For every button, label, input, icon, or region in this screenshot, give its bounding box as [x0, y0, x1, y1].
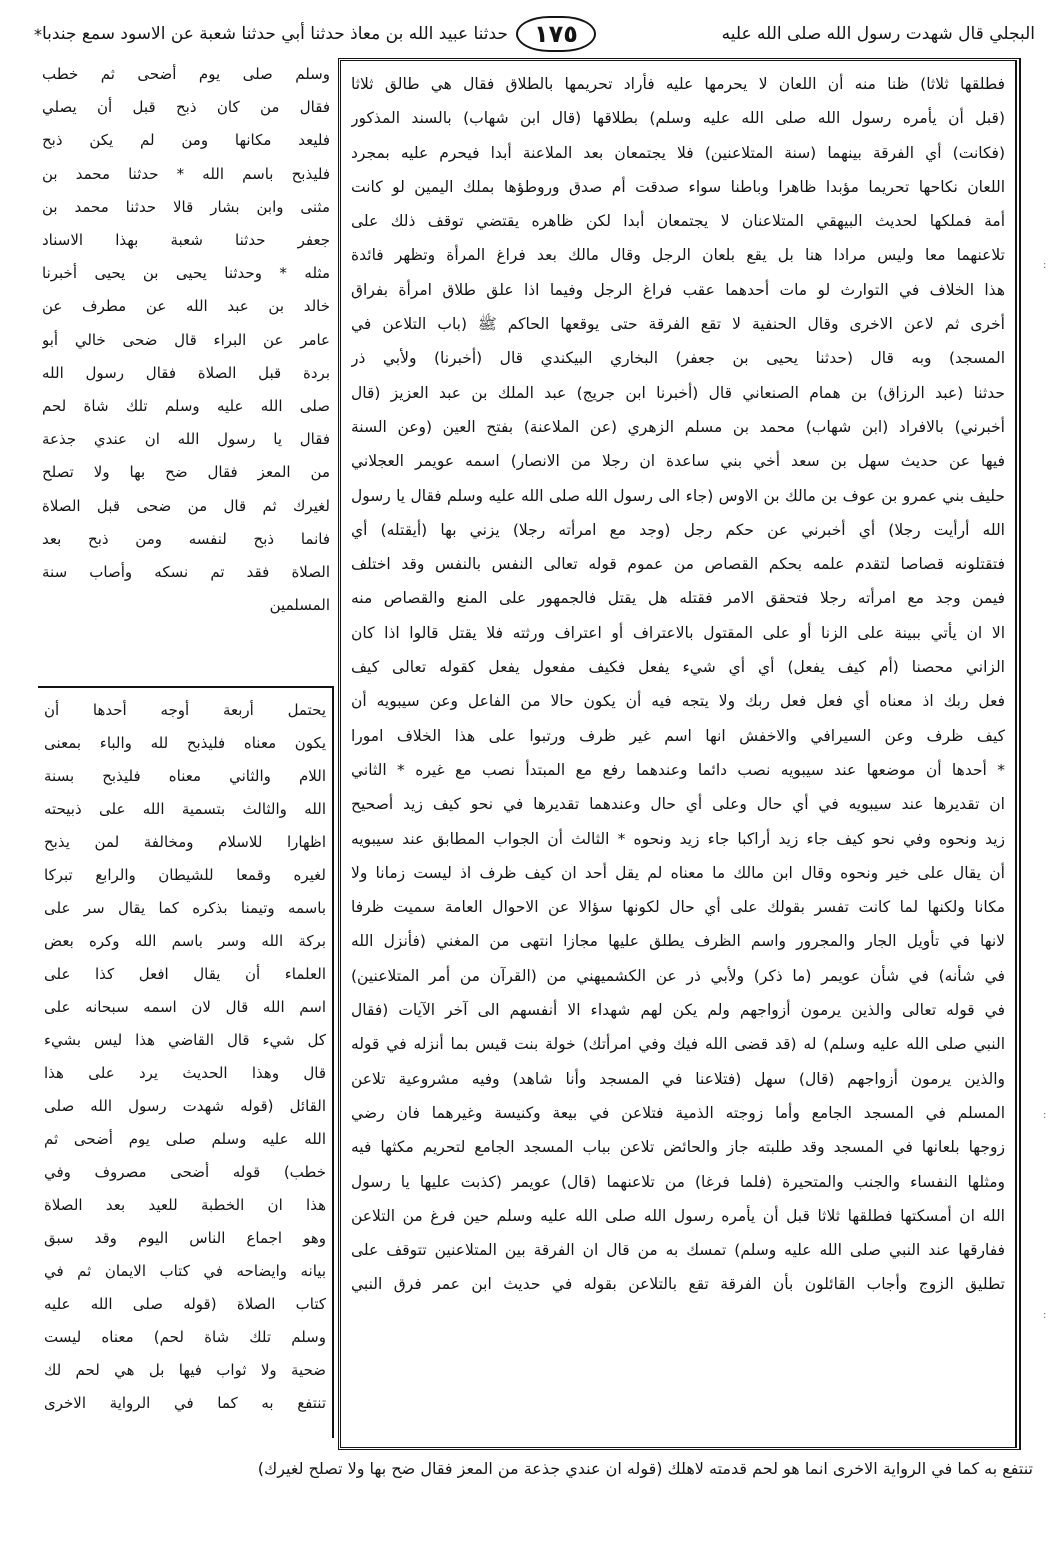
text-line: قال وهذا الحديث يرد على هذا [44, 1064, 326, 1082]
text-line: القائل (قوله شهدت رسول الله صلى [44, 1097, 326, 1115]
text-line: والذين يرمون أزواجهم (قال) سهل (فتلاعنا في المسجد وأنا شاهد) وفيه مشروعية تلاعن [351, 1069, 1005, 1088]
qastallani-commentary-box [338, 58, 1021, 1450]
text-line: هذا الخلاف في التوارث لو مات أحدهما عقب فراغ الرجل وفيما اذا علق طلاق امرأة بفراق [351, 280, 1005, 299]
text-line: بيانه وايضاحه في كتاب الايمان ثم في [44, 1262, 326, 1280]
text-line: فتقتلونه قصاصا لتقدم علمه بحكم القصاص من عموم قوله تعالى النفس بالنفس وقد اختلف [351, 555, 1005, 574]
text-line: بركة الله وسر باسم الله وكره بعض [44, 932, 326, 950]
text-line: الزاني محصنا (أم كيف يفعل) أي أي شيء يفعل فكيف مفعول يفعل كقوله تعالى كيف [351, 658, 1005, 677]
header-star: * [34, 24, 42, 44]
text-line: لانها في تأويل الجار والمجرور واسم الظرف يطلق عليها مجازا انتهى من المغني (فأنزل الله [351, 932, 1005, 951]
text-line: فليذبح باسم الله * حدثنا محمد بن [42, 164, 330, 183]
text-line: فقال من كان ذبح قبل أن يصلي [42, 98, 330, 117]
text-line: كتاب الصلاة (قوله صلى الله عليه [44, 1295, 326, 1313]
text-line: يحتمل أربعة أوجه أحدها أن [44, 701, 326, 719]
commentary-text [351, 67, 1005, 1302]
text-line: لغيره وقمعا للشيطان والرابع تبركا [44, 866, 326, 884]
text-line: الا ان يأتي ببينة على الزنا أو على المقتول بالاعتراف أو اعتراف ورثته فلا يقتل قالوا اذا كان [351, 623, 1005, 642]
text-line: يكون معناه فليذبح لله والباء بمعنى [44, 734, 326, 752]
text-line: خطب) قوله أضحى مصروف وفي [44, 1163, 326, 1181]
text-line: تنتفع به كما في الرواية الاخرى [44, 1394, 326, 1412]
text-line: ففارقها عند النبي صلى الله عليه وسلم) تمسك به من قال ان الفرقة بين المتلاعنين تتوقف على [351, 1241, 1005, 1260]
text-line: بردة قبل الصلاة فقال رسول الله [42, 363, 330, 382]
text-line: حليف بني عمرو بن عوف بن مالك بن الاوس (جاء الى رسول الله صلى الله عليه وسلم فقال يا رسول [351, 486, 1005, 505]
text-line: العلماء أن يقال افعل كذا على [44, 965, 326, 983]
text-line: مثله * وحدثنا يحيى بن يحيى أخبرنا [42, 264, 330, 283]
hadith-text-column [42, 58, 330, 682]
text-line: تلاعنهما معا وليس مرادا هنا بل يقع بلعان الرجل وقال مالك بعد فراغ المرأة وتظهر فائدة [351, 246, 1005, 265]
text-line: حدثنا (عبد الرزاق) بن همام الصنعاني قال (أخبرنا ابن جريج) عبد الملك بن عبد العزيز (قال [351, 383, 1005, 402]
text-line: فعل ربك اذ معناه أي فعل فعل ربك ولا يتجه فيه أن يكون حالا من الفاعل وعن سيبويه أن [351, 692, 1005, 711]
text-line: جعفر حدثنا شعبة بهذا الاسناد [42, 231, 330, 250]
text-line: * أحدها أن موضعها عند سيبويه نصب دائما وعندهما رفع مع المبتدأ نصب مع غيره * الثاني [351, 760, 1005, 779]
text-line: كل شيء قال القاضي هذا ليس بشيء [44, 1031, 326, 1049]
text-line: اظهارا للاسلام ومخالفة لمن يذبح [44, 833, 326, 851]
text-line: ومثلها النفساء والجنب والمتحيرة (فلما فرغا) من تلاعنهما (قال) عويمر (كذبت عليها يا رسول [351, 1172, 1005, 1191]
text-line: صلى الله عليه وسلم تلك شاة لحم [42, 397, 330, 416]
text-line: من المعز فقال ضح بها ولا تصلح [42, 463, 330, 482]
text-line: المسجد) وبه قال (حدثنا يحيى بن جعفر) البخاري البيكندي قال (أخبرنا) ولأبي ذر [351, 349, 1005, 368]
text-line: الصلاة فقد تم نسكه وأصاب سنة [42, 563, 330, 582]
text-line: فانما ذبح لنفسه ومن ذبح بعد [42, 529, 330, 548]
margin-mark: : [1043, 1310, 1047, 1321]
text-line: خالد بن عبد الله عن مطرف عن [42, 297, 330, 316]
margin-mark: : [1043, 1110, 1047, 1121]
text-line: وسلم صلى يوم أضحى ثم خطب [42, 65, 330, 83]
text-line: النبي صلى الله عليه وسلم) له (قد قضى الله فيك وفي امرأتك) خولة بنت قيس بما أنزله في قوله [351, 1035, 1005, 1054]
text-line: فيها عن حديث سهل بن سعد أخي بني ساعدة ان رجلا من الانصار) اسمه عويمر العجلاني [351, 452, 1005, 471]
nawawi-commentary-box [38, 686, 334, 1438]
text-line: باسمه وتيمنا بذكره كما يقال سر على [44, 899, 326, 917]
text-line: الله أرأيت رجلا) أي أخبرني عن حكم رجل (وجد مع امرأته رجلا) يزني بها (أيقتله) أي [351, 520, 1005, 539]
margin-mark: : [1043, 260, 1047, 271]
text-line: أن يقال على خير ونحوه وقال ابن مالك ما معناه لم يقل أحد ان كيف ظرف اذ ليست زمانا ولا [351, 863, 1005, 882]
text-line: اللعان نكاحها تحريما مؤبدا ظاهرا وباطنا سواء صدقت أم صدق وروطؤها بملك اليمين لو كانت [351, 177, 1005, 196]
continuation-line: تنتفع به كما في الرواية الاخرى انما هو لحم قدمته لاهلك (قوله ان عندي جذعة من المعز فقال ضح بها ولا تصلح لغيرك) [257, 1459, 1033, 1478]
text-line: هذا ان الخطبة للعيد بعد الصلاة [44, 1196, 326, 1214]
text-line: في قوله تعالى والذين يرمون أزواجهم ولم يكن لهم شهداء الا أنفسهم الى آخر الآيات (فقال [351, 1001, 1005, 1020]
header-right-text: حدثنا عبيد الله بن معاذ حدثنا أبي حدثنا شعبة عن الاسود سمع جندبا [42, 24, 508, 44]
text-line: مكانا ولكنها لما كانت تفسر بقولك على أي حال لكونها سؤالا عن الاحوال العامة سميت ظرفا [351, 898, 1005, 917]
text-line: مثنى وابن بشار قالا حدثنا محمد بن [42, 197, 330, 216]
text-line: زوجها بلعانها في المسجد وقد طلبته جاز والحائض تلاعن بباب المسجد الجامع لتحريم مكثها فيه [351, 1138, 1005, 1157]
text-line: أمة فملكها لحديث البيهقي المتلاعنان لا يجتمعان أبدا لكن ظاهره يقتضي توقف ذلك على [351, 212, 1005, 231]
text-line: اسم الله قال لان اسمه سبحانه على [44, 998, 326, 1016]
text-line: الله والثالث بتسمية الله على ذبيحته [44, 800, 326, 818]
text-line: المسلم في المسجد الجامع وأما زوجته الذمية فتلاعن في بيعة وكنيسة وغيرهما فان رضي [351, 1103, 1005, 1122]
text-line: فيمن وجد مع امرأته رجلا فتحقق الامر فقتله هل يقتل فالجمهور على المنع والقصاص منه [351, 589, 1005, 608]
page-number: ١٧٥ [516, 16, 596, 52]
text-line: أخبرني) بالافراد (ابن شهاب) محمد بن مسلم الزهري (عن الملاعنة) بفتح العين (وعن السنة [351, 417, 1005, 436]
text-line: ضحية ولا ثواب فيها بل هي لحم لك [44, 1361, 326, 1379]
text-line: عامر عن البراء قال ضحى خالي أبو [42, 330, 330, 349]
text-line: كيف ظرف وعن السيرافي والاخفش انها اسم غير ظرف ورتبوا على هذا الخلاف امورا [351, 726, 1005, 745]
text-line: أخرى ثم لاعن الاخرى وقال الحنفية لا تقع الفرقة حتى يوقعها الحاكم ﷺ (باب التلاعن في [351, 315, 1005, 334]
page-header [28, 14, 1035, 54]
text-line: زيد ونحوه وفي نحو كيف جاء زيد أراكبا جاء زيد ونحوه * الثالث أن الجواب المطابق عند سيبويه [351, 829, 1005, 848]
text-line: الله عليه وسلم صلى يوم أضحى ثم [44, 1130, 326, 1148]
text-line: (قبل أن يأمره رسول الله صلى الله عليه وسلم) بطلاقها (قال ابن شهاب) بالسند المذكور [351, 109, 1005, 128]
text-line: فقال يا رسول الله ان عندي جذعة [42, 430, 330, 449]
text-line: المسلمين [269, 596, 330, 615]
text-line: في شأنه) في شأن عويمر (ما ذكر) ولأبي ذر عن الكشميهني من (القرآن من أمر المتلاعنين) [351, 966, 1005, 985]
text-line: وسلم تلك شاة لحم) معناه ليست [44, 1328, 326, 1346]
text-line: الله ان أمسكتها فطلقها ثلاثا قبل أن يأمره رسول الله صلى الله عليه وسلم حين فرغ من التلاعن [351, 1206, 1005, 1225]
header-left-text: البجلي قال شهدت رسول الله صلى الله عليه [721, 24, 1035, 44]
text-line: ان تقديرها عند سيبويه في أي حال وعلى أي حال وعندهما تقديرها في نحو كيف زيد أصحيح [351, 795, 1005, 814]
text-line: لغيرك ثم قال من ضحى قبل الصلاة [42, 496, 330, 515]
text-line: (فكانت) أي الفرقة بينهما (سنة المتلاعنين) فلا يجتمعان بعد الملاعنة أبدا فيحرم عليه بمجرد [351, 143, 1005, 162]
text-line: فليعد مكانها ومن لم يكن ذبح [42, 131, 330, 150]
text-line: اللام والثاني معناه فليذبح بسنة [44, 767, 326, 785]
text-line: وهو اجماع الناس اليوم وقد سبق [44, 1229, 326, 1247]
text-line: تطليق الزوج وأجاب القائلون بأن الفرقة تقع بالتلاعن بقوله في حديث ابن عمر فرق النبي [351, 1275, 1005, 1294]
text-line: فطلقها ثلاثا) ظنا منه أن اللعان لا يحرمها عليه فأراد تحريمها بالطلاق فقال هي طالق ثلاثا [351, 75, 1005, 93]
